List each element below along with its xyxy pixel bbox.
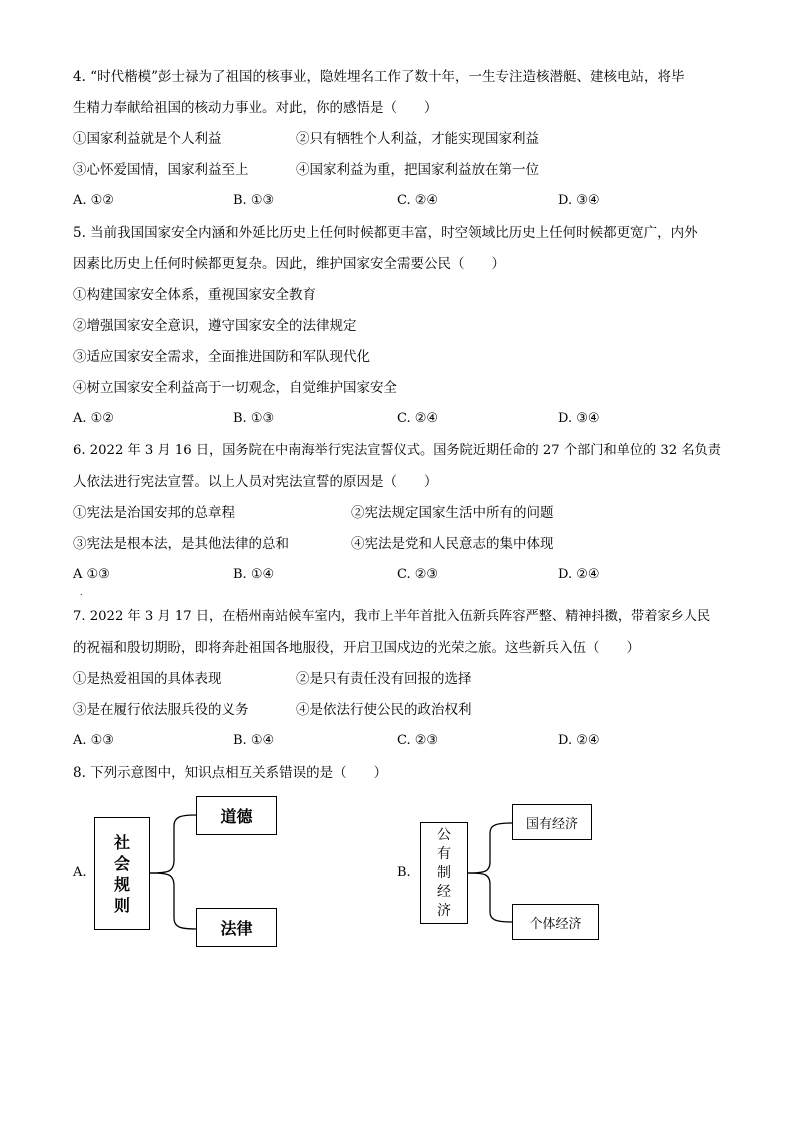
q7-options bbox=[73, 732, 733, 750]
diagram-a-top-box: 道德 bbox=[196, 796, 277, 835]
q6-option-d[interactable]: D. ②④ bbox=[558, 567, 600, 582]
q5-item-4: ④树立国家安全利益高于一切观念，自觉维护国家安全 bbox=[73, 380, 397, 396]
q4-options bbox=[73, 192, 733, 210]
stray-mark: . bbox=[80, 588, 83, 597]
q4-stem-line-1: 4. “时代楷模”彭士禄为了祖国的核事业，隐姓埋名工作了数十年，一生专注造核潜艇、建核电站，将毕 bbox=[73, 69, 685, 85]
q5-item-2: ②增强国家安全意识，遵守国家安全的法律规定 bbox=[73, 318, 357, 334]
diagram-b-root-char: 制 bbox=[437, 864, 451, 881]
diagram-b-root-char: 济 bbox=[437, 902, 451, 919]
diagram-b-root-box bbox=[420, 822, 468, 924]
q6-item-4: ④宪法是党和人民意志的集中体现 bbox=[351, 536, 554, 552]
q6-stem-line-1: 6. 2022 年 3 月 16 日，国务院在中南海举行宪法宣誓仪式。国务院近期任命的 27 个部门和单位的 32 名负责 bbox=[73, 443, 721, 458]
diagram-b-root-char: 经 bbox=[437, 883, 451, 900]
q7-items-row-1 bbox=[73, 670, 733, 688]
diagram-a-root-char: 社 bbox=[113, 832, 130, 852]
q4-option-a[interactable]: A. ①② bbox=[73, 193, 114, 208]
q5-option-a[interactable]: A. ①② bbox=[73, 411, 114, 426]
q7-option-c[interactable]: C. ②③ bbox=[397, 733, 439, 748]
q7-stem-line-2: 的祝福和殷切期盼，即将奔赴祖国各地服役，开启卫国戍边的光荣之旅。这些新兵入伍（ ） bbox=[73, 640, 640, 656]
q5-options bbox=[73, 410, 733, 428]
diagram-b-bottom-box: 个体经济 bbox=[512, 904, 599, 940]
q6-option-c[interactable]: C. ②③ bbox=[397, 567, 439, 582]
q6-stem-line-2: 人依法进行宪法宣誓。以上人员对宪法宣誓的原因是（ ） bbox=[73, 474, 438, 490]
q7-item-3: ③是在履行依法服兵役的义务 bbox=[73, 702, 249, 718]
q4-item-3: ③心怀爱国情，国家利益至上 bbox=[73, 162, 249, 178]
diagram-b-root-char: 有 bbox=[437, 845, 451, 862]
q4-item-1: ①国家利益就是个人利益 bbox=[73, 131, 222, 147]
q6-items-row-2 bbox=[73, 535, 733, 553]
q6-item-1: ①宪法是治国安邦的总章程 bbox=[73, 505, 235, 521]
diagram-a-brace bbox=[150, 790, 200, 950]
q4-option-d[interactable]: D. ③④ bbox=[558, 193, 600, 208]
q7-option-a[interactable]: A. ①③ bbox=[73, 733, 114, 748]
q4-item-2: ②只有牺牲个人利益，才能实现国家利益 bbox=[296, 131, 539, 147]
q5-option-c[interactable]: C. ②④ bbox=[397, 411, 439, 426]
diagram-a-bottom-box: 法律 bbox=[196, 908, 277, 947]
q5-option-d[interactable]: D. ③④ bbox=[558, 411, 600, 426]
q6-item-2: ②宪法规定国家生活中所有的问题 bbox=[351, 505, 554, 521]
diagram-b-top-box: 国有经济 bbox=[512, 804, 592, 840]
q4-option-c[interactable]: C. ②④ bbox=[397, 193, 439, 208]
q5-item-3: ③适应国家安全需求，全面推进国防和军队现代化 bbox=[73, 349, 370, 365]
q8-stem: 8. 下列示意图中，知识点相互关系错误的是（ ） bbox=[73, 765, 388, 781]
q5-stem-line-1: 5. 当前我国国家安全内涵和外延比历史上任何时候都更丰富，时空领域比历史上任何时候都更宽广，内外 bbox=[73, 225, 698, 241]
q7-item-2: ②是只有责任没有回报的选择 bbox=[296, 671, 472, 687]
q6-option-b[interactable]: B. ①④ bbox=[233, 567, 275, 582]
q7-item-1: ①是热爱祖国的具体表现 bbox=[73, 671, 222, 687]
q7-items-row-2 bbox=[73, 701, 733, 719]
q4-option-b[interactable]: B. ①③ bbox=[233, 193, 275, 208]
q6-options bbox=[73, 566, 733, 584]
q6-item-3: ③宪法是根本法，是其他法律的总和 bbox=[73, 536, 289, 552]
q4-item-4: ④国家利益为重，把国家利益放在第一位 bbox=[296, 162, 539, 178]
diagram-a-root-char: 则 bbox=[113, 895, 130, 915]
q5-option-b[interactable]: B. ①③ bbox=[233, 411, 275, 426]
diagram-b-brace bbox=[468, 800, 518, 940]
diagram-a-root-char: 规 bbox=[113, 874, 130, 894]
diagram-a-label: A. bbox=[73, 865, 87, 880]
diagram-a-root-char: 会 bbox=[113, 853, 130, 873]
q4-stem-line-2: 生精力奉献给祖国的核动力事业。对此，你的感悟是（ ） bbox=[73, 100, 438, 116]
q7-stem-line-1: 7. 2022 年 3 月 17 日，在梧州南站候车室内，我市上半年首批入伍新兵阵容严整、精神抖擞，带着家乡人民 bbox=[73, 609, 711, 624]
q7-option-b[interactable]: B. ①④ bbox=[233, 733, 275, 748]
q5-stem-line-2: 因素比历史上任何时候都更复杂。因此，维护国家安全需要公民（ ） bbox=[73, 256, 505, 272]
diagram-a-root-box bbox=[94, 817, 150, 930]
q6-option-a[interactable]: A ①③ bbox=[73, 567, 110, 582]
diagram-b-label: B. bbox=[397, 865, 411, 880]
q4-items-row-2 bbox=[73, 161, 733, 179]
diagram-b-root-char: 公 bbox=[437, 826, 451, 843]
q6-items-row-1 bbox=[73, 504, 733, 522]
q7-item-4: ④是依法行使公民的政治权利 bbox=[296, 702, 472, 718]
q4-items-row-1 bbox=[73, 130, 733, 148]
q5-item-1: ①构建国家安全体系，重视国家安全教育 bbox=[73, 287, 316, 303]
q7-option-d[interactable]: D. ②④ bbox=[558, 733, 600, 748]
